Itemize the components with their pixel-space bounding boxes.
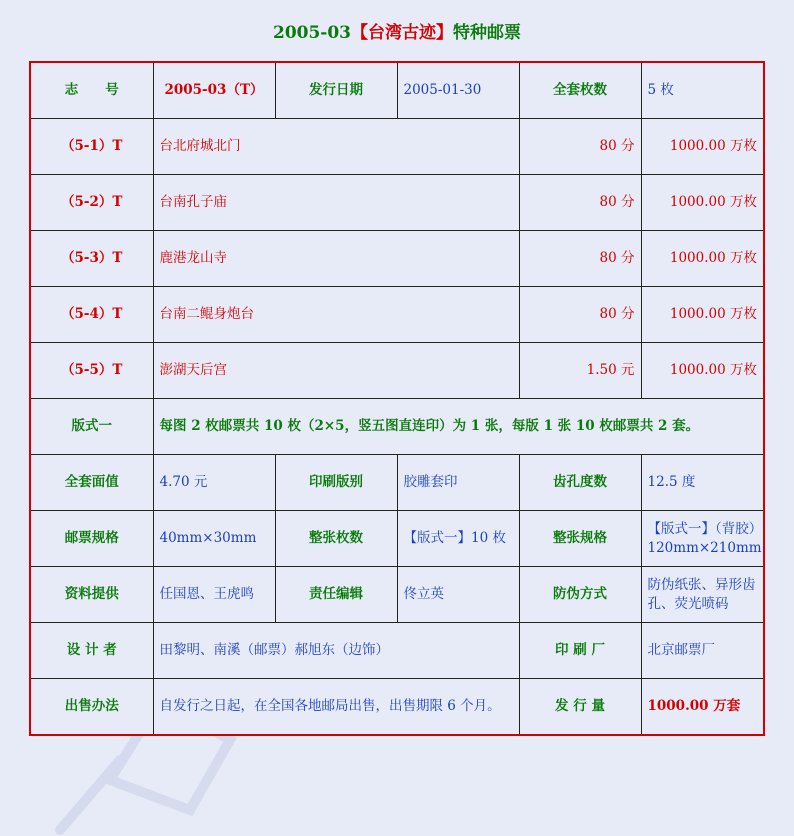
anti-fake-line1: 防伪纸张、异形齿 — [647, 576, 756, 593]
editor-value: 佟立英 — [397, 567, 519, 623]
stamp-face: 1.50 元 — [519, 343, 641, 399]
format-label: 版式一 — [30, 399, 153, 455]
spec-row — [30, 511, 764, 567]
stamp-name: 澎湖天后宫 — [153, 343, 519, 399]
stamp-qty: 1000.00 万枚 — [641, 119, 764, 175]
date-value: 2005-01-30 — [397, 62, 519, 119]
sheet-size-label: 整张规格 — [519, 511, 641, 567]
sale-row — [30, 679, 764, 736]
print-type-label: 印刷版别 — [275, 455, 397, 511]
stamp-code: （5-2）T — [30, 175, 153, 231]
stamp-size-value: 40mm×30mm — [153, 511, 275, 567]
face-total-value: 4.70 元 — [153, 455, 275, 511]
title-prefix: 2005-03 — [272, 23, 352, 43]
title-name: 【台湾古迹】 — [351, 23, 454, 43]
zhihao-label: 志 号 — [30, 62, 153, 119]
stamp-row — [30, 175, 764, 231]
sale-method-label: 出售办法 — [30, 679, 153, 736]
issue-qty-value: 1000.00 万套 — [641, 679, 764, 736]
stamp-name: 台南二鲲身炮台 — [153, 287, 519, 343]
stamp-qty: 1000.00 万枚 — [641, 175, 764, 231]
editor-label: 责任编辑 — [275, 567, 397, 623]
face-value-row — [30, 455, 764, 511]
sheet-size-line1: 【版式一】（背胶） — [647, 520, 763, 537]
header-row — [30, 62, 764, 119]
stamp-face: 80 分 — [519, 231, 641, 287]
info-row — [30, 567, 764, 623]
stamp-code: （5-3）T — [30, 231, 153, 287]
sheet-size-line2: 120mm×210mm — [647, 539, 762, 556]
page-title — [0, 18, 794, 43]
anti-fake-label: 防伪方式 — [519, 567, 641, 623]
count-label: 全套枚数 — [519, 62, 641, 119]
stamp-face: 80 分 — [519, 287, 641, 343]
sheet-count-value: 【版式一】10 枚 — [397, 511, 519, 567]
stamp-name: 台北府城北门 — [153, 119, 519, 175]
designer-label: 设 计 者 — [30, 623, 153, 679]
stamp-name: 鹿港龙山寺 — [153, 231, 519, 287]
face-total-label: 全套面值 — [30, 455, 153, 511]
anti-fake-value — [641, 567, 764, 623]
designer-value: 田黎明、南溪（邮票）郝旭东（边饰） — [153, 623, 519, 679]
stamp-info-table — [29, 61, 765, 736]
provider-value: 任国恩、王虎鸣 — [153, 567, 275, 623]
perforation-label: 齿孔度数 — [519, 455, 641, 511]
stamp-row — [30, 119, 764, 175]
anti-fake-line2: 孔、荧光喷码 — [647, 595, 729, 612]
format-value: 每图 2 枚邮票共 10 枚（2×5，竖五图直连印）为 1 张，每版 1 张 10 枚邮票共 2 套。 — [153, 399, 764, 455]
sheet-count-label: 整张枚数 — [275, 511, 397, 567]
stamp-qty: 1000.00 万枚 — [641, 343, 764, 399]
provider-label: 资料提供 — [30, 567, 153, 623]
sheet-size-value — [641, 511, 764, 567]
stamp-size-label: 邮票规格 — [30, 511, 153, 567]
stamp-code: （5-1）T — [30, 119, 153, 175]
design-row — [30, 623, 764, 679]
stamp-name: 台南孔子庙 — [153, 175, 519, 231]
perforation-value: 12.5 度 — [641, 455, 764, 511]
issue-qty-label: 发 行 量 — [519, 679, 641, 736]
stamp-code: （5-5）T — [30, 343, 153, 399]
printer-label: 印 刷 厂 — [519, 623, 641, 679]
stamp-row — [30, 343, 764, 399]
stamp-qty: 1000.00 万枚 — [641, 287, 764, 343]
format-row — [30, 399, 764, 455]
stamp-face: 80 分 — [519, 119, 641, 175]
stamp-row — [30, 287, 764, 343]
count-value: 5 枚 — [641, 62, 764, 119]
stamp-face: 80 分 — [519, 175, 641, 231]
stamp-code: （5-4）T — [30, 287, 153, 343]
stamp-qty: 1000.00 万枚 — [641, 231, 764, 287]
stamp-row — [30, 231, 764, 287]
sale-method-value: 自发行之日起，在全国各地邮局出售，出售期限 6 个月。 — [153, 679, 519, 736]
date-label: 发行日期 — [275, 62, 397, 119]
print-type-value: 胶雕套印 — [397, 455, 519, 511]
title-suffix: 特种邮票 — [453, 23, 522, 43]
zhihao-value: 2005-03（T） — [153, 62, 275, 119]
printer-value: 北京邮票厂 — [641, 623, 764, 679]
